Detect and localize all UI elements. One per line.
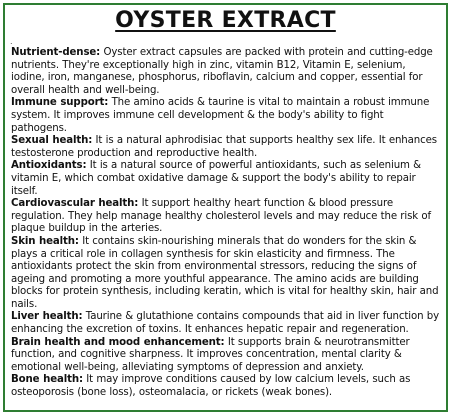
section-liver-health xyxy=(11,311,442,336)
section-heading: Antioxidants: xyxy=(11,160,87,172)
section-heading: Brain health and mood enhancement: xyxy=(11,336,225,348)
section-text: It contains skin-nourishing minerals that do wonders for the skin & plays a critical role in collagen synthesis for skin elasticity and firmness. The antioxidants protect the skin from environmental stressors, reducing the signs of ageing and promoting a more youthful appearance. The amino acids are building blocks for protein synthesis, including keratin, which is vital for healthy skin, hair and nails. xyxy=(11,235,439,310)
section-cardiovascular-health xyxy=(11,198,442,236)
section-text: The amino acids & taurine is vital to maintain a robust immune system. It improves immune cell development & the body's ability to fight pathogens. xyxy=(11,97,430,134)
section-heading: Liver health: xyxy=(11,311,83,323)
section-nutrient-dense xyxy=(11,47,442,97)
section-heading: Skin health: xyxy=(11,235,79,247)
section-heading: Sexual health: xyxy=(11,135,93,147)
page-title: OYSTER EXTRACT xyxy=(115,8,336,33)
section-antioxidants xyxy=(11,160,442,198)
section-text: It supports brain & neurotransmitter function, and cognitive sharpness. It improves concentration, mental clarity & emotional well-being, alleviating symptoms of depression and anxiety. xyxy=(11,336,410,373)
section-heading: Nutrient-dense: xyxy=(11,47,101,58)
section-sexual-health xyxy=(11,135,442,160)
section-text: It support healthy heart function & blood pressure regulation. They help manage healthy cholesterol levels and may reduce the risk of plaque buildup in the arteries. xyxy=(11,198,431,235)
benefits-list xyxy=(11,47,442,400)
section-text: Oyster extract capsules are packed with protein and cutting-edge nutrients. They're exceptionally high in zinc, vitamin B12, Vitamin E, selenium, iodine, iron, manganese, phosphorus, riboflavin, calcium and copper, essential for overall health and well-being. xyxy=(11,47,433,96)
section-text: Taurine & glutathione contains compounds that aid in liver function by enhancing the excretion of toxins. It enhances hepatic repair and regeneration. xyxy=(11,311,439,336)
section-text: It may improve conditions caused by low calcium levels, such as osteoporosis (bone loss), osteomalacia, or rickets (weak bones). xyxy=(11,374,411,399)
section-heading: Immune support: xyxy=(11,97,109,109)
section-heading: Bone health: xyxy=(11,374,83,386)
stray-dot: . xyxy=(10,37,13,46)
info-panel xyxy=(3,3,448,412)
section-text: It is a natural source of powerful antioxidants, such as selenium & vitamin E, which combat oxidative damage & support the body's ability to repair itself. xyxy=(11,160,422,197)
section-skin-health xyxy=(11,236,442,312)
section-text: It is a natural aphrodisiac that supports healthy sex life. It enhances testosterone production and reproductive health. xyxy=(11,135,437,159)
section-bone-health xyxy=(11,374,442,399)
section-brain-health xyxy=(11,337,442,375)
section-heading: Cardiovascular health: xyxy=(11,198,139,210)
section-immune-support xyxy=(11,97,442,135)
